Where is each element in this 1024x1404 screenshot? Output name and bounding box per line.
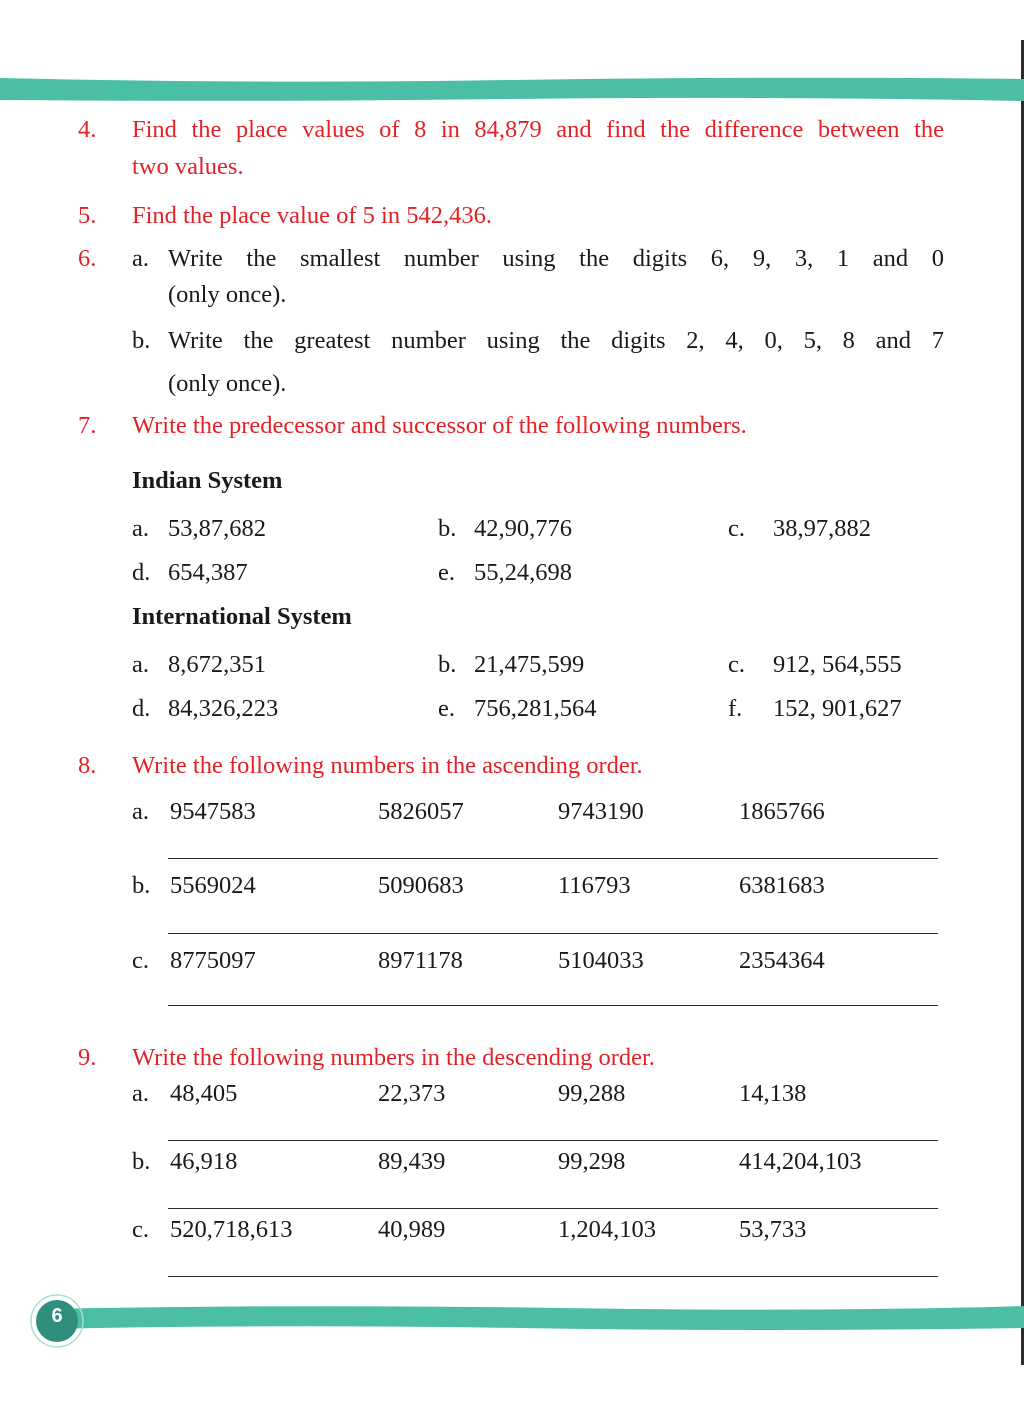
descending-row-a-value-4: 14,138 (739, 1080, 807, 1107)
international-item-c: c. 912, 564,555 (728, 651, 902, 678)
international-item-b: b. 21,475,599 (438, 651, 585, 678)
international-item-f: f. 152, 901,627 (728, 695, 902, 722)
question-6b-line-1: Write the greatest number using the digits 2, 4, 0, 5, 8 and 7 (168, 327, 944, 354)
ascending-row-c-value-4: 2354364 (739, 947, 825, 974)
ascending-row-b-value-4: 6381683 (739, 872, 825, 899)
question-6a-line-1: Write the smallest number using the digits 6, 9, 3, 1 and 0 (168, 245, 944, 272)
answer-line (168, 1276, 938, 1277)
question-number: 5. (78, 202, 97, 229)
descending-row-b-value-3: 99,298 (558, 1148, 626, 1175)
ascending-row-a-value-4: 1865766 (739, 798, 825, 825)
question-9-text: Write the following numbers in the descending order. (132, 1044, 655, 1071)
ascending-row-c-value-3: 5104033 (558, 947, 644, 974)
descending-row-c-value-1: 520,718,613 (170, 1216, 293, 1243)
question-4-line-2: two values. (132, 153, 244, 180)
page-number: 6 (51, 1305, 63, 1327)
descending-row-b-value-4: 414,204,103 (739, 1148, 862, 1175)
indian-system-heading: Indian System (132, 467, 283, 494)
answer-line (168, 933, 938, 934)
indian-item-e: e. 55,24,698 (438, 559, 572, 586)
indian-item-d: d. 654,387 (132, 559, 248, 586)
question-6a-line-2: (only once). (168, 281, 287, 308)
indian-item-c: c. 38,97,882 (728, 515, 871, 542)
ascending-row-a-value-2: 5826057 (378, 798, 464, 825)
question-number: 4. (78, 116, 97, 143)
descending-row-b-value-1: 46,918 (170, 1148, 238, 1175)
question-8-text: Write the following numbers in the ascending order. (132, 752, 643, 779)
descending-row-c-value-4: 53,733 (739, 1216, 807, 1243)
descending-row-c-value-2: 40,989 (378, 1216, 446, 1243)
indian-item-b: b. 42,90,776 (438, 515, 572, 542)
descending-row-a-value-2: 22,373 (378, 1080, 446, 1107)
international-system-heading: International System (132, 603, 352, 630)
ascending-row-b-letter: b. (132, 872, 151, 899)
international-item-d: d. 84,326,223 (132, 695, 279, 722)
answer-line (168, 1005, 938, 1006)
indian-item-a: a. 53,87,682 (132, 515, 266, 542)
descending-row-a-letter: a. (132, 1080, 149, 1107)
question-6b-line-2: (only once). (168, 370, 287, 397)
ascending-row-a-value-1: 9547583 (170, 798, 256, 825)
ascending-row-b-value-3: 116793 (558, 872, 631, 899)
answer-line (168, 1208, 938, 1209)
question-number: 7. (78, 412, 97, 439)
question-number: 6. (78, 245, 97, 272)
international-item-a: a. 8,672,351 (132, 651, 266, 678)
descending-row-b-value-2: 89,439 (378, 1148, 446, 1175)
sub-letter-b: b. (132, 327, 151, 354)
ascending-row-c-value-1: 8775097 (170, 947, 256, 974)
ascending-row-b-value-2: 5090683 (378, 872, 464, 899)
question-4-line-1: Find the place values of 8 in 84,879 and find the difference between the (132, 116, 944, 143)
sub-letter-a: a. (132, 245, 149, 272)
ascending-row-a-letter: a. (132, 798, 149, 825)
ascending-row-c-letter: c. (132, 947, 149, 974)
descending-row-b-letter: b. (132, 1148, 151, 1175)
top-teal-band (0, 74, 1024, 104)
question-7-text: Write the predecessor and successor of the following numbers. (132, 412, 747, 439)
ascending-row-b-value-1: 5569024 (170, 872, 256, 899)
international-item-e: e. 756,281,564 (438, 695, 597, 722)
descending-row-c-letter: c. (132, 1216, 149, 1243)
descending-row-a-value-1: 48,405 (170, 1080, 238, 1107)
question-number: 9. (78, 1044, 97, 1071)
question-5-text: Find the place value of 5 in 542,436. (132, 202, 492, 229)
ascending-row-a-value-3: 9743190 (558, 798, 644, 825)
descending-row-c-value-3: 1,204,103 (558, 1216, 656, 1243)
question-number: 8. (78, 752, 97, 779)
bottom-teal-band (0, 1300, 1024, 1334)
ascending-row-c-value-2: 8971178 (378, 947, 463, 974)
answer-line (168, 858, 938, 859)
answer-line (168, 1140, 938, 1141)
descending-row-a-value-3: 99,288 (558, 1080, 626, 1107)
